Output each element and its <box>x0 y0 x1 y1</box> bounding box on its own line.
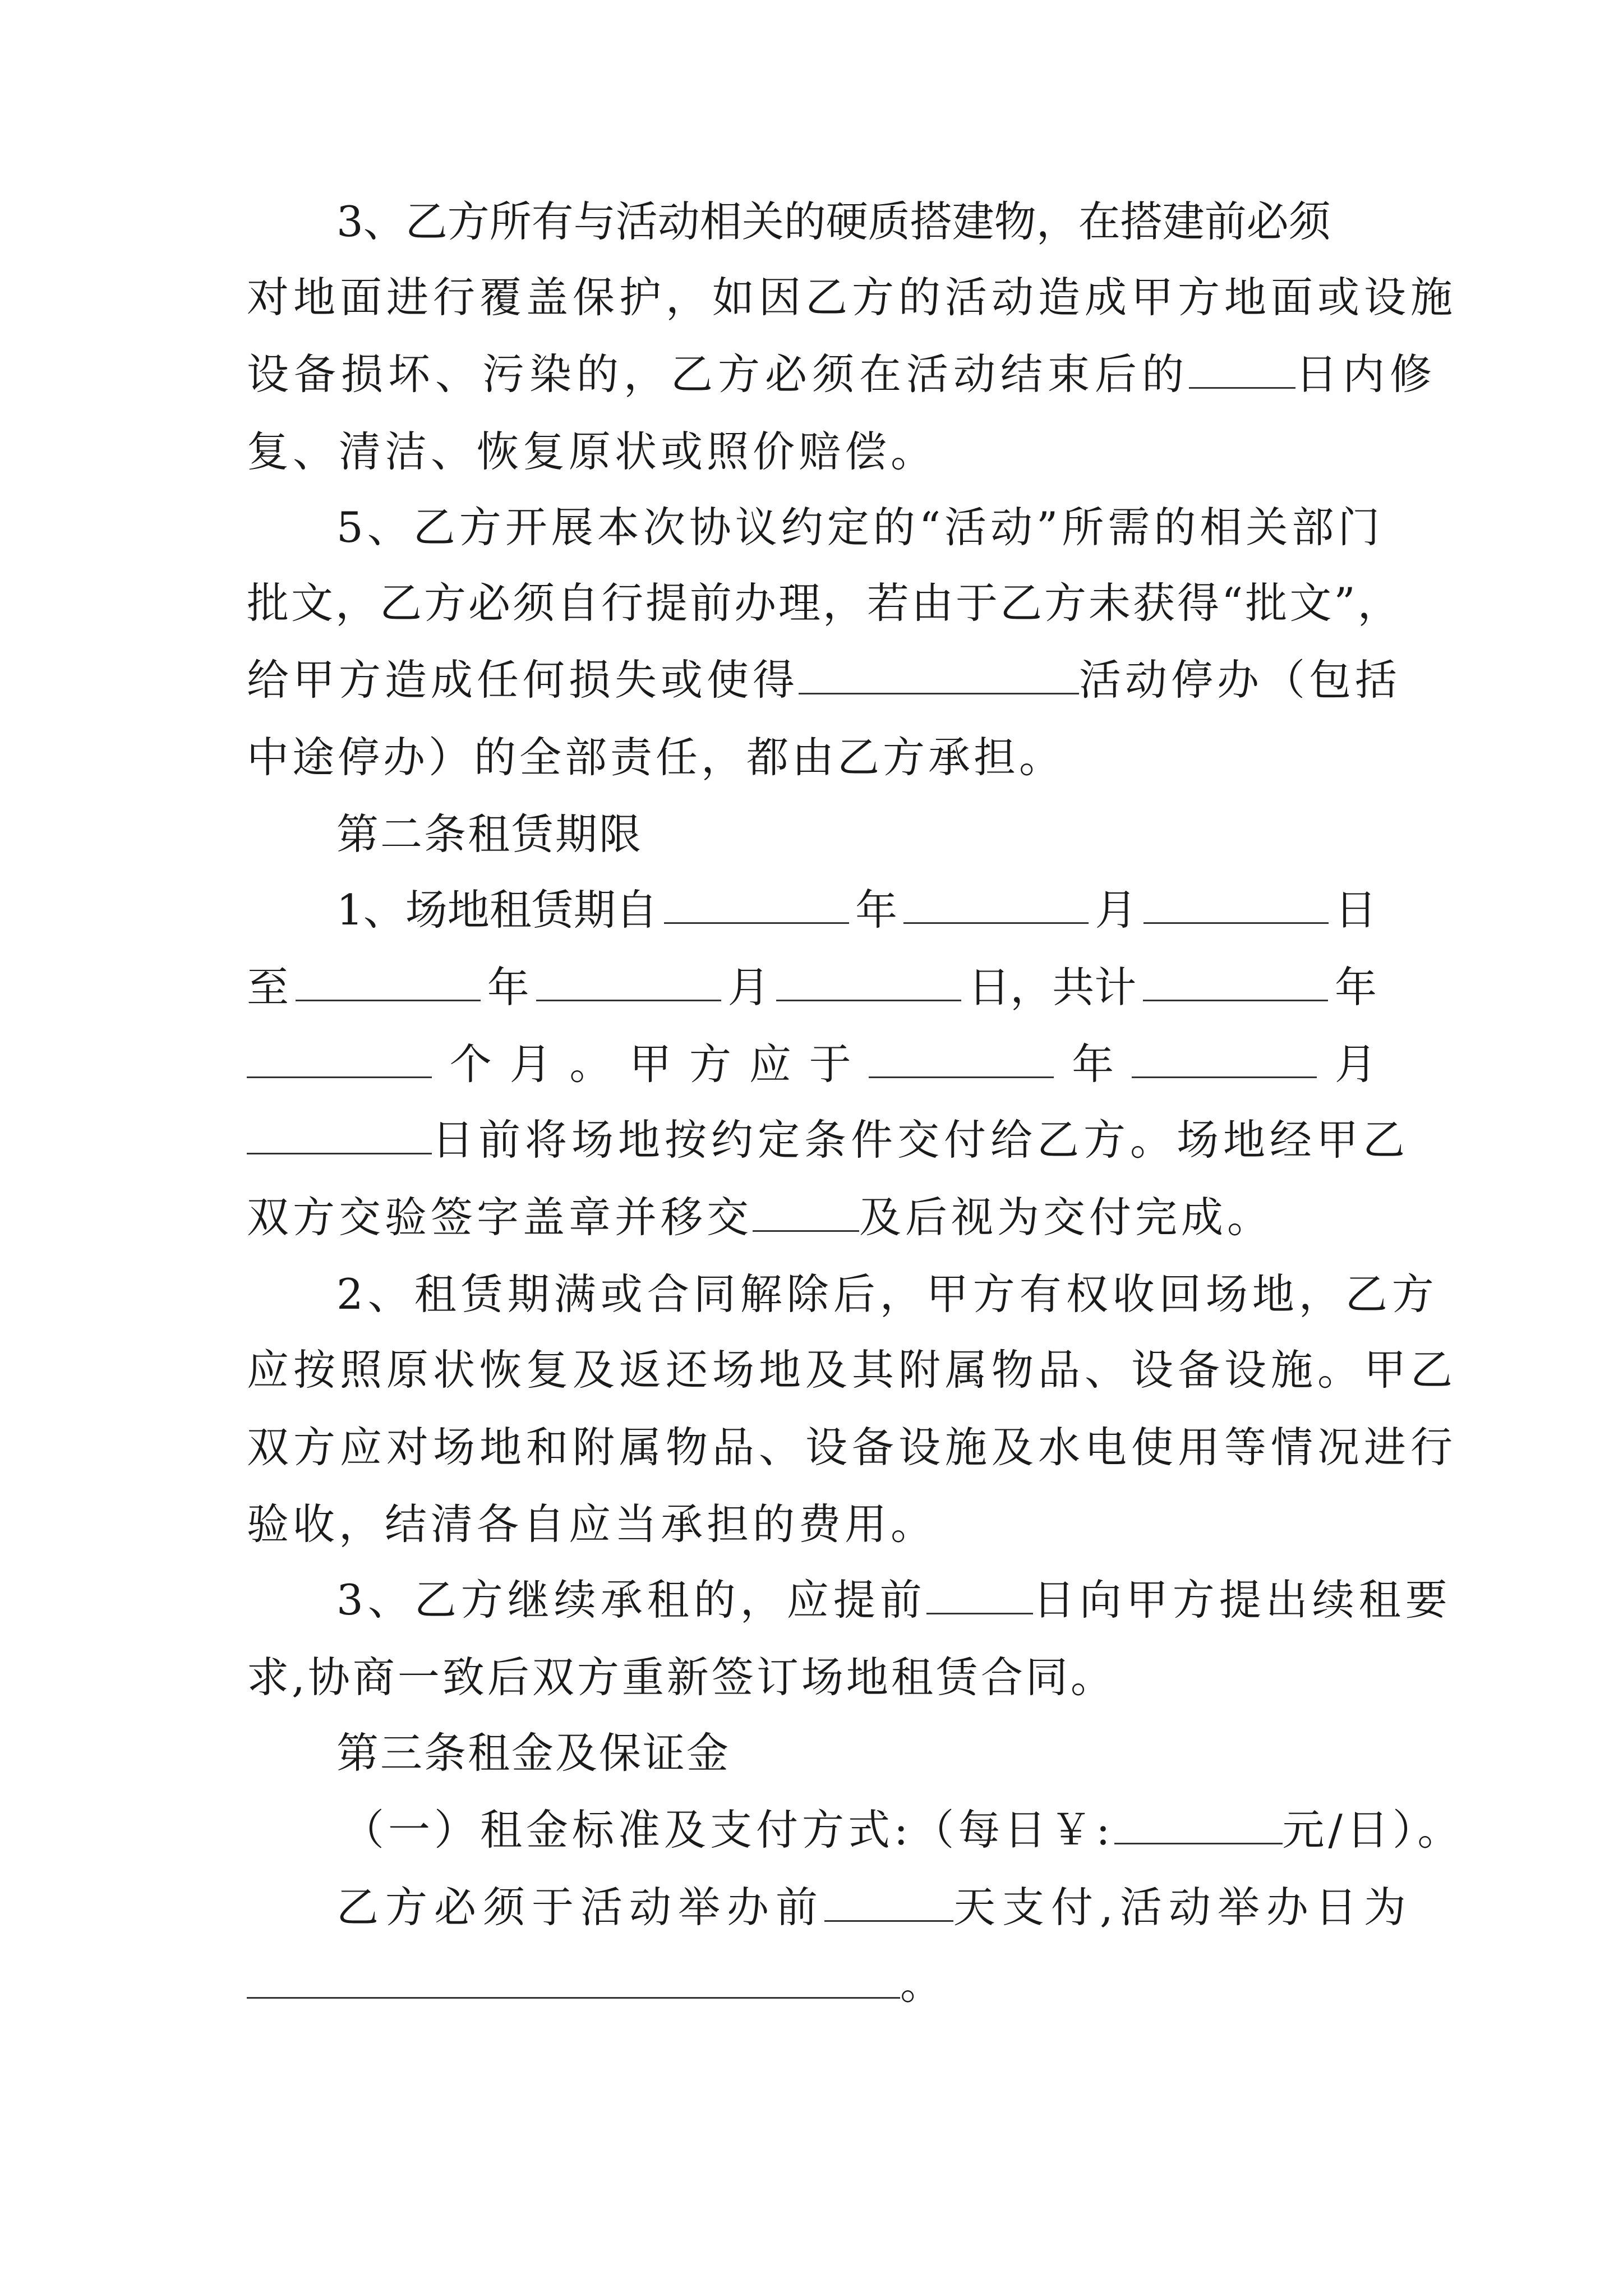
art2-item1-line2-e: 年 <box>1334 963 1377 1012</box>
art2-item2-line2 <box>247 1342 1457 1398</box>
art2-item1-line3-d: 甲 <box>629 1039 672 1089</box>
start-year-blank[interactable] <box>664 882 849 924</box>
art2-item2-line4-text: 验收，结清各自应当承担的费用。 <box>247 1499 937 1549</box>
days-before-blank[interactable] <box>824 1880 953 1922</box>
art2-item3-line1-a: 3、乙方继续承租的，应提前 <box>336 1575 926 1625</box>
art2-item3-line1-b: 日向甲方提出续租要 <box>1032 1575 1452 1625</box>
art3-date-line <box>247 1956 942 2012</box>
end-month-blank[interactable] <box>536 959 721 1001</box>
art2-item1-line5-a: 双方交验签字盖章并移交 <box>247 1193 753 1242</box>
art2-item2-line1-text: 2、租赁期满或合同解除后，甲方有权收回场地，乙方 <box>336 1269 1438 1319</box>
article2-heading-text: 第二条租赁期限 <box>336 809 643 859</box>
para3-line3-text-a: 设备损坏、污染的，乙方必须在活动结束后的 <box>247 349 1189 399</box>
art2-item1-line4 <box>247 1112 1409 1168</box>
art3-pay-line <box>336 1879 1413 1935</box>
para5-line4-text: 中途停办）的全部责任，都由乙方承担。 <box>247 733 1065 782</box>
para5-line1-text: 5、乙方开展本次协议约定的“活动”所需的相关部门 <box>336 503 1384 552</box>
art2-item1-line1-a: 1、场地租赁期自 <box>336 885 658 935</box>
art2-item1-line3-g: 于 <box>809 1039 851 1089</box>
art2-item1-line5-b: 及后视为交付完成。 <box>859 1193 1274 1242</box>
art2-item3-line2-text: 求,协商一致后双方重新签订场地租赁合同。 <box>247 1653 1115 1702</box>
art2-item1-line2-d: 日，共计 <box>968 963 1137 1012</box>
para3-line1-text: 3、乙方所有与活动相关的硬质搭建物，在搭建前必须 <box>336 197 1331 246</box>
art3-end: 。 <box>900 1959 943 2009</box>
art2-item1-line2-a: 至 <box>247 963 289 1012</box>
art3-pay-b: 天支付,活动举办日为 <box>953 1883 1413 1932</box>
art2-item1-line3-e: 方 <box>689 1039 732 1089</box>
art2-item1-line2-b: 年 <box>487 963 529 1012</box>
para5-line3-text-b: 活动停办（包括 <box>1079 655 1401 705</box>
handover-month-blank[interactable] <box>1132 1036 1317 1078</box>
para5-line3 <box>247 652 1401 708</box>
event-date-blank[interactable] <box>247 1957 900 1999</box>
art3-sub1-a: （一）租金标准及支付方式:（每日￥: <box>342 1805 1114 1855</box>
art2-item1-line3-c: 。 <box>569 1039 612 1089</box>
renewal-days-blank[interactable] <box>926 1572 1033 1614</box>
art2-item1-line3-f: 应 <box>749 1039 791 1089</box>
para5-line1 <box>336 499 1384 555</box>
art2-item1-line5 <box>247 1189 1273 1245</box>
days-blank[interactable] <box>1189 347 1295 389</box>
art2-item1-line1 <box>336 882 1377 938</box>
total-year-blank[interactable] <box>1143 959 1328 1001</box>
para5-line2 <box>247 575 1402 631</box>
para3-line4-text: 复、清洁、恢复原状或照价赔偿。 <box>247 427 937 476</box>
handover-day-blank[interactable] <box>247 1112 432 1154</box>
art3-sub1-b: 元/日）。 <box>1282 1805 1464 1855</box>
para3-line1 <box>336 194 1377 250</box>
activity-blank[interactable] <box>799 652 1079 694</box>
art2-item3-line2 <box>247 1649 1115 1705</box>
art2-item1-line1-b: 年 <box>855 885 898 935</box>
article3-heading <box>336 1725 730 1781</box>
handover-year-blank[interactable] <box>869 1036 1054 1078</box>
para3-line4 <box>247 424 937 480</box>
art3-sub1-line <box>342 1802 1463 1858</box>
art2-item2-line2-text: 应按照原状恢复及返还场地及其附属物品、设备设施。甲乙 <box>247 1345 1458 1395</box>
art2-item2-line1 <box>336 1266 1438 1322</box>
para3-line3 <box>247 346 1437 402</box>
para3-line3-text-b: 日内修 <box>1295 349 1437 399</box>
handover-item-blank[interactable] <box>753 1190 859 1232</box>
art2-item1-line3-a: 个 <box>449 1039 492 1089</box>
art2-item1-line3-h: 年 <box>1072 1039 1114 1089</box>
art2-item3-line1 <box>336 1572 1452 1628</box>
art2-item1-line3-i: 月 <box>1334 1039 1377 1089</box>
para3-line2 <box>247 269 1457 325</box>
article3-heading-text: 第三条租金及保证金 <box>336 1728 731 1778</box>
end-day-blank[interactable] <box>776 959 961 1001</box>
end-year-blank[interactable] <box>296 959 481 1001</box>
para5-line3-text-a: 给甲方造成任何损失或使得 <box>247 655 799 705</box>
art2-item1-line3-b: 月 <box>509 1039 552 1089</box>
art2-item1-line1-c: 月 <box>1095 885 1137 935</box>
art2-item2-line3 <box>247 1419 1457 1475</box>
art2-item1-line3 <box>247 1036 1377 1092</box>
article2-heading <box>336 806 643 862</box>
art2-item1-line2 <box>247 959 1377 1015</box>
art2-item2-line3-text: 双方应对场地和附属物品、设备设施及水电使用等情况进行 <box>247 1423 1458 1472</box>
para5-line4 <box>247 729 1064 785</box>
daily-rent-blank[interactable] <box>1114 1802 1283 1844</box>
art3-pay-a: 乙方必须于活动举办前 <box>336 1883 825 1932</box>
para3-line2-text: 对地面进行覆盖保护，如因乙方的活动造成甲方地面或设施 <box>247 273 1458 322</box>
total-month-blank[interactable] <box>247 1036 432 1078</box>
start-month-blank[interactable] <box>903 882 1089 924</box>
art2-item2-line4 <box>247 1496 937 1552</box>
art2-item1-line1-d: 日 <box>1334 885 1377 935</box>
art2-item1-line2-c: 月 <box>727 963 770 1012</box>
art2-item1-line4-text: 日前将场地按约定条件交付给乙方。场地经甲乙 <box>432 1115 1410 1165</box>
para5-line2-text: 批文，乙方必须自行提前办理，若由于乙方未获得“批文”， <box>247 578 1402 628</box>
start-day-blank[interactable] <box>1144 882 1329 924</box>
